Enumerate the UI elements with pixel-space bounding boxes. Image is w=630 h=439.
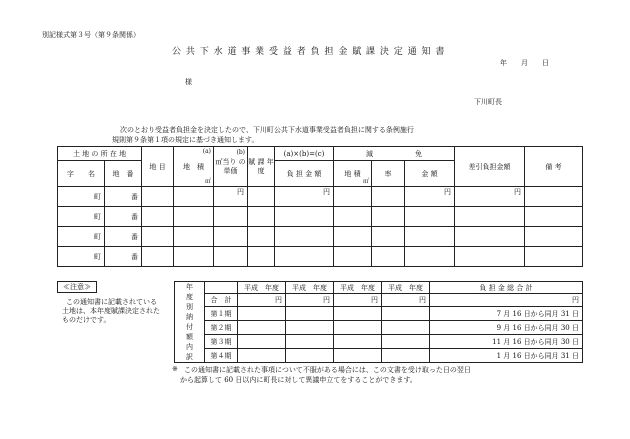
reduced-area-header: 地 積 ㎡: [334, 161, 372, 187]
area-header: (a) 地 積 ㎡: [174, 147, 214, 187]
footer-text-line2: から起算して 60 日以内に町長に対して異議申立てをすることができます。: [180, 376, 417, 384]
payment-schedule-table: [174, 281, 583, 363]
table-row: 町 番 円 円 円 円: [58, 187, 583, 207]
chiban-header: 地 番: [105, 161, 142, 187]
table-row: 第３期 11 月 16 日から同月 30 日: [175, 335, 583, 349]
note-text-line1: この通知書に記載されている: [66, 298, 157, 306]
footer-text-line1: この通知書に記載された事項について不服がある場合には、この文書を受け取った日の翌日: [184, 366, 471, 374]
table-row: 町 番: [58, 227, 583, 247]
note-header: ≪注意≫: [57, 281, 97, 293]
land-table: [57, 146, 583, 267]
note-text-line2: 土地は、本年度賦課決定された: [62, 307, 160, 315]
table-row: 町 番: [58, 207, 583, 227]
period-header: 平成 年度: [382, 282, 430, 294]
formula-header: (a)×(b)=(c): [275, 147, 334, 161]
period-header: 平成 年度: [334, 282, 382, 294]
table-row: 第１期 7 月 16 日から同月 31 日: [175, 307, 583, 321]
chimoku-header: 地 目: [142, 147, 174, 187]
body-text-line2: 規則第９条第１項の規定に基づき通知します。: [112, 136, 259, 144]
form-number: 別記様式第３号（第９条関係）: [42, 31, 140, 39]
table-row: 第４期 1 月 16 日から同月 31 日: [175, 349, 583, 363]
table-row: 町 番: [58, 247, 583, 267]
fiscal-year-header: 賦 課 年 度: [248, 147, 275, 187]
period-header: 平成 年度: [238, 282, 286, 294]
table-row: 合 計 円 円 円 円 円: [175, 294, 583, 307]
location-group-header: 土 地 の 所 在 地: [58, 147, 142, 161]
schedule-side-label: 年 度 別 納 付 額 内 訳: [175, 282, 205, 363]
reduction-exemption-header: 減 免: [334, 147, 455, 161]
issue-date: 年 月 日: [500, 59, 549, 67]
body-text-line1: 次のとおり受益者負担金を決定したので、下川町公共下水道事業受益者負担に関する条例施行: [120, 126, 414, 134]
reduced-amount-header: 金 額: [405, 161, 455, 187]
unit-price-header: (b) ㎡当り の単価: [214, 147, 248, 187]
period-header: 平成 年度: [286, 282, 334, 294]
note-text-line3: ものだけです。: [62, 316, 111, 324]
addressee-suffix: 様: [185, 78, 192, 86]
net-charge-header: 差引負担金額: [455, 147, 525, 187]
aza-header: 字 名: [58, 161, 105, 187]
total-header: 負 担 金 総 合 計: [430, 282, 583, 294]
issuer-name: 下川町長: [474, 98, 502, 106]
rate-header: 率: [372, 161, 405, 187]
remarks-header: 備 考: [525, 147, 583, 187]
document-title: 公 共 下 水 道 事 業 受 益 者 負 担 金 賦 課 決 定 通 知 書: [172, 47, 446, 57]
footer-mark: ※: [172, 365, 178, 373]
charge-header: 負 担 金 額: [275, 161, 334, 187]
table-row: 第２期 9 月 16 日から同月 30 日: [175, 321, 583, 335]
